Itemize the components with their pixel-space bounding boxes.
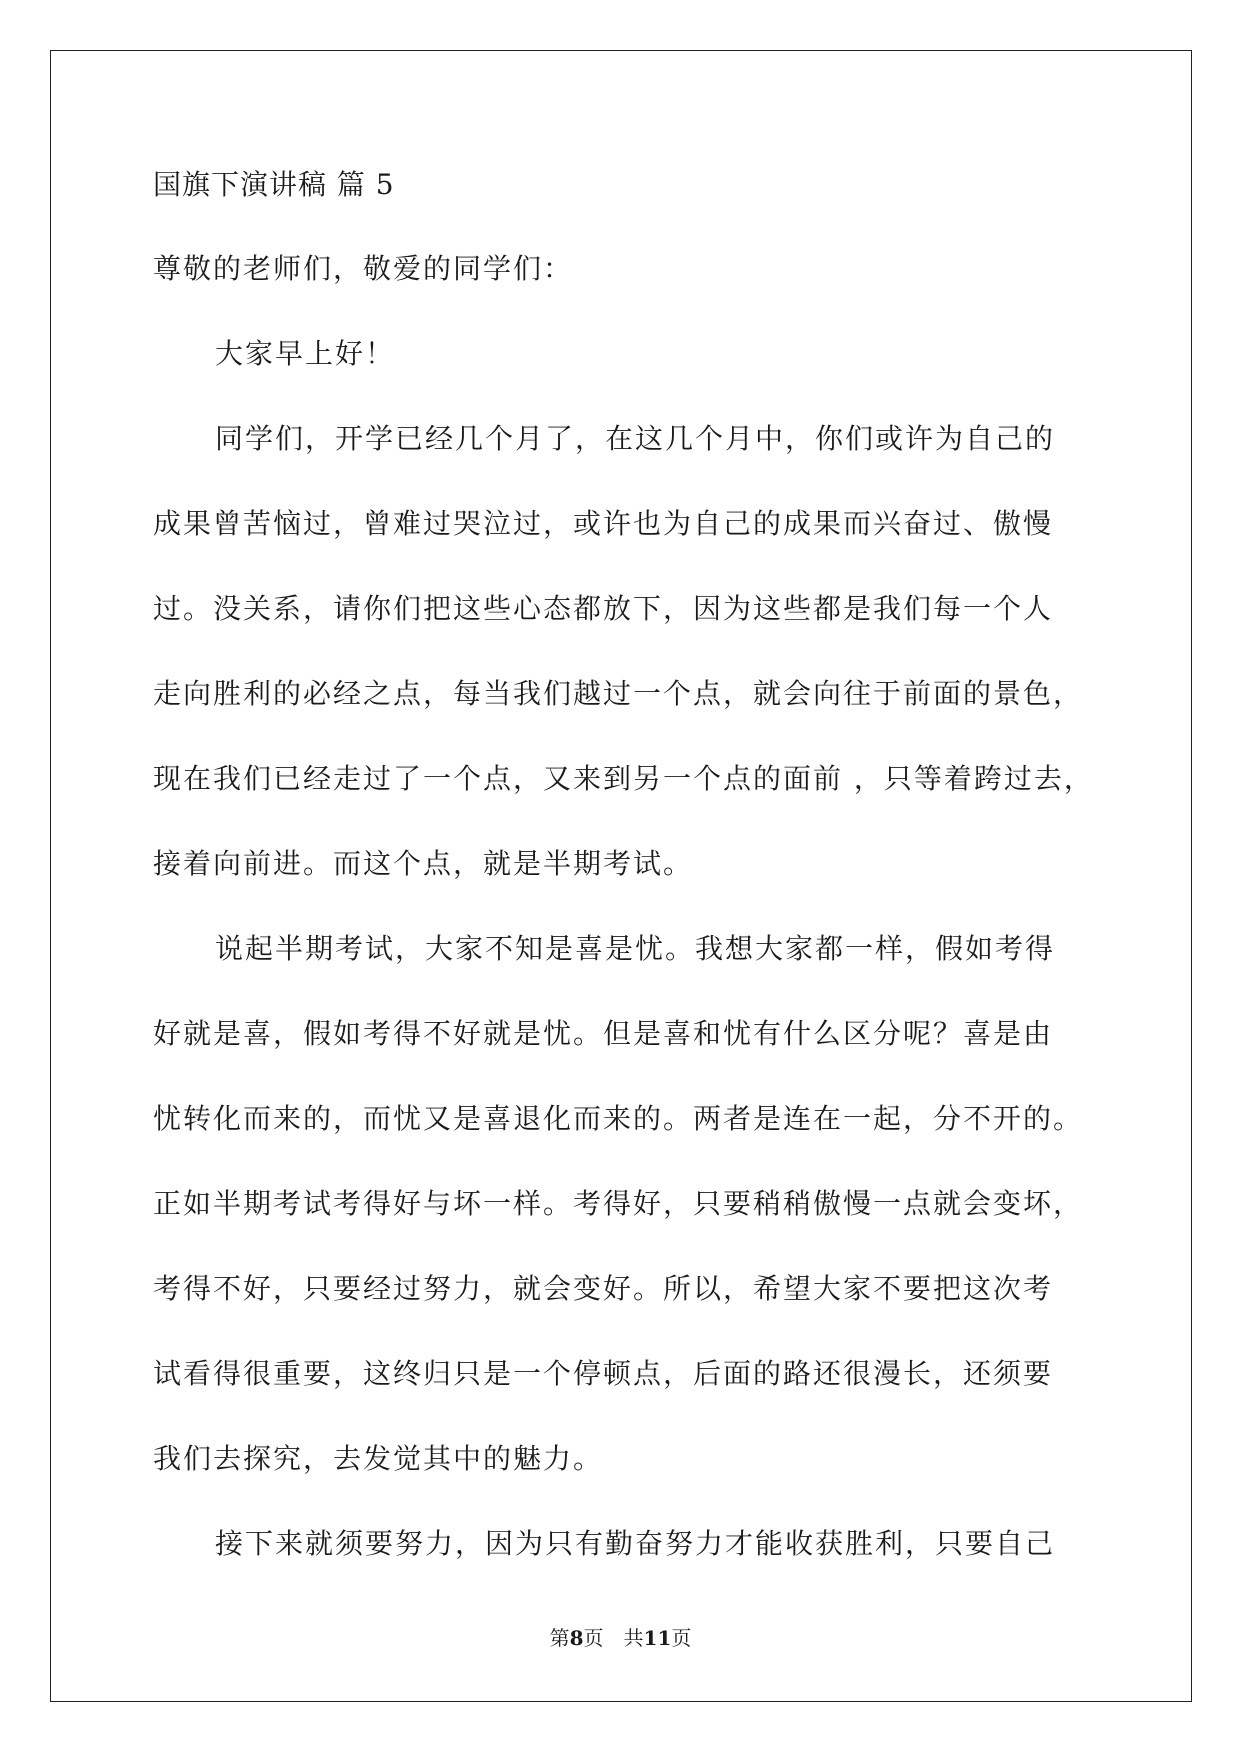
body-line: 过。没关系，请你们把这些心态都放下，因为这些都是我们每一个人: [153, 592, 1054, 625]
body-line: 忧转化而来的，而忧又是喜退化而来的。两者是连在一起，分不开的。: [153, 1102, 1084, 1135]
greeting: 大家早上好！: [215, 337, 396, 370]
body-line: 说起半期考试，大家不知是喜是忧。我想大家都一样，假如考得: [215, 932, 1056, 965]
body-line: 成果曾苦恼过，曾难过哭泣过，或许也为自己的成果而兴奋过、傲慢: [153, 507, 1054, 540]
body-line: 接着向前进。而这个点，就是半期考试。: [153, 847, 694, 880]
body-line: 考得不好，只要经过努力，就会变好。所以，希望大家不要把这次考: [153, 1272, 1054, 1305]
body-line: 同学们，开学已经几个月了，在这几个月中，你们或许为自己的: [215, 422, 1056, 455]
page-total: 11: [643, 1626, 672, 1650]
page-footer: [0, 1626, 1241, 1650]
body-line: 走向胜利的必经之点，每当我们越过一个点，就会向往于前面的景色，: [153, 677, 1084, 710]
document-body: [153, 168, 1093, 1612]
body-line: 接下来就须要努力，因为只有勤奋努力才能收获胜利，只要自己: [215, 1527, 1056, 1560]
page-current: 8: [569, 1626, 584, 1650]
body-line: 我们去探究，去发觉其中的魅力。: [153, 1442, 604, 1475]
document-title: 国旗下演讲稿 篇 5: [153, 168, 395, 201]
salutation: 尊敬的老师们，敬爱的同学们：: [153, 252, 574, 285]
total-prefix: 共: [623, 1626, 644, 1650]
body-line: 现在我们已经走过了一个点，又来到另一个点的面前 ，只等着跨过去，: [153, 762, 1094, 795]
body-line: 正如半期考试考得好与坏一样。考得好，只要稍稍傲慢一点就会变坏，: [153, 1187, 1084, 1220]
total-unit: 页: [671, 1626, 692, 1650]
page-prefix: 第: [549, 1626, 570, 1650]
body-line: 好就是喜，假如考得不好就是忧。但是喜和忧有什么区分呢？喜是由: [153, 1017, 1054, 1050]
body-line: 试看得很重要，这终归只是一个停顿点，后面的路还很漫长，还须要: [153, 1357, 1054, 1390]
page-unit: 页: [583, 1626, 604, 1650]
